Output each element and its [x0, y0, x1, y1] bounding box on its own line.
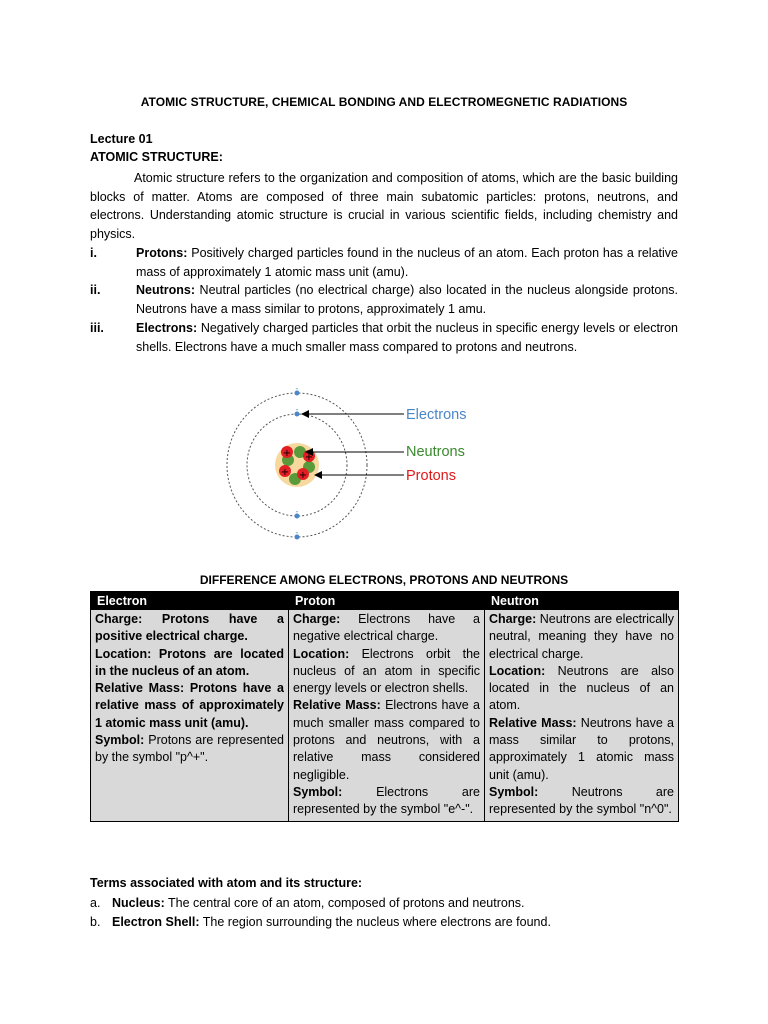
electron-sign: -: [295, 405, 299, 414]
mass-label: Relative Mass:: [293, 698, 381, 713]
neutrons-label: Neutrons: [406, 444, 465, 460]
symbol-text: Neutrons are represented by the symbol "n^0".: [489, 784, 674, 817]
table-cell-electron: [91, 610, 289, 822]
list-item-protons: [90, 244, 678, 281]
list-item-neutrons: [90, 281, 678, 318]
charge-label: Charge:: [489, 612, 537, 626]
terms-list: [90, 894, 678, 931]
document-title: ATOMIC STRUCTURE, CHEMICAL BONDING AND ELECTROMEGNETIC RADIATIONS: [140, 95, 628, 109]
table-row: [91, 610, 679, 822]
location-text: Electrons orbit the nucleus of an atom in specific energy levels or electron shells.: [293, 646, 480, 696]
list-number: iii.: [90, 320, 104, 335]
mass-label: Relative Mass:: [95, 681, 185, 696]
table-header-row: [91, 592, 679, 610]
list-number: i.: [90, 246, 97, 260]
table-cell-proton: [289, 610, 485, 822]
location-label: Location:: [489, 663, 546, 678]
list-text: Negatively charged particles that orbit the nucleus in specific energy levels or electron shells. Electrons have a much smaller mass compared to protons and neutrons.: [136, 320, 678, 354]
symbol-text: Protons are represented by the symbol "p^+".: [95, 733, 284, 765]
table-cell-neutron: [485, 610, 679, 822]
symbol-label: Symbol:: [293, 784, 343, 799]
list-term: Neutrons:: [136, 283, 196, 298]
symbol-text: Electrons are represented by the symbol "e^-".: [293, 784, 480, 817]
lecture-label: Lecture 01: [90, 132, 153, 146]
column-header-proton: Proton: [289, 592, 485, 610]
column-header-neutron: Neutron: [485, 592, 679, 610]
electrons-label: Electrons: [406, 407, 467, 423]
symbol-label: Symbol:: [489, 784, 539, 799]
list-term: Electrons:: [136, 320, 198, 335]
list-text: Positively charged particles found in the nucleus of an atom. Each proton has a relative mass of approximately 1 atomic mass unit (amu).: [136, 246, 678, 279]
section-heading: ATOMIC STRUCTURE:: [90, 150, 223, 164]
mass-text: Protons have a relative mass of approximately 1 atomic mass unit (amu).: [95, 681, 284, 730]
mass-text: Electrons have a much smaller mass compared to protons and neutrons, with a relative mass considered negligible.: [293, 698, 480, 782]
electron-sign: -: [295, 384, 299, 393]
charge-text: Neutrons are electrically neutral, meaning they have no electrical charge.: [489, 612, 674, 661]
proton-sign: +: [282, 448, 292, 459]
symbol-label: Symbol:: [95, 733, 145, 748]
terms-heading: Terms associated with atom and its structure:: [90, 876, 363, 890]
list-text: Neutral particles (no electrical charge) also located in the nucleus alongside protons. Neutrons have a mass similar to protons, approximately 1 amu.: [136, 283, 678, 317]
electron-sign: -: [295, 528, 299, 537]
table-title: DIFFERENCE AMONG ELECTRONS, PROTONS AND NEUTRONS: [199, 573, 569, 587]
list-item-electron-shell: [90, 913, 678, 932]
list-term: Protons:: [136, 246, 188, 260]
mass-text: Neutrons have a mass similar to protons, approximately 1 atomic mass unit (amu).: [489, 715, 674, 782]
location-text: Protons are located in the nucleus of an atom.: [95, 646, 284, 678]
mass-label: Relative Mass:: [489, 715, 577, 730]
proton-sign: +: [298, 470, 308, 481]
list-text: The region surrounding the nucleus where electrons are found.: [199, 914, 551, 929]
charge-label: Charge:: [293, 612, 341, 626]
list-item-nucleus: [90, 894, 678, 913]
charge-text: Protons have a positive electrical charge.: [95, 612, 284, 644]
list-term: Electron Shell:: [112, 914, 200, 929]
list-letter: a.: [90, 896, 101, 910]
list-term: Nucleus:: [112, 896, 165, 910]
location-label: Location:: [95, 646, 152, 661]
proton-sign: +: [280, 467, 290, 478]
charge-label: Charge:: [95, 612, 143, 626]
protons-label: Protons: [406, 468, 456, 484]
list-letter: b.: [90, 914, 101, 929]
list-text: The central core of an atom, composed of protons and neutrons.: [164, 896, 525, 910]
electron-sign: -: [295, 507, 299, 516]
column-header-electron: Electron: [91, 592, 289, 610]
location-label: Location:: [293, 646, 350, 661]
list-number: ii.: [90, 283, 101, 298]
intro-paragraph: Atomic structure refers to the organization and composition of atoms, which are the basic building blocks of matter. Atoms are composed of three main subatomic particles: protons, neutrons, and electrons. Understanding atomic structure is crucial in various scientific fields, including chemistry and physics.: [90, 171, 678, 242]
list-item-electrons: [90, 319, 678, 356]
proton-sign: +: [304, 452, 314, 463]
particle-list: [90, 244, 678, 356]
atom-diagram: [220, 382, 490, 552]
location-text: Neutrons are also located in the nucleus of an atom.: [489, 663, 674, 713]
charge-text: Electrons have a negative electrical charge.: [293, 612, 480, 644]
comparison-table: [90, 591, 679, 822]
